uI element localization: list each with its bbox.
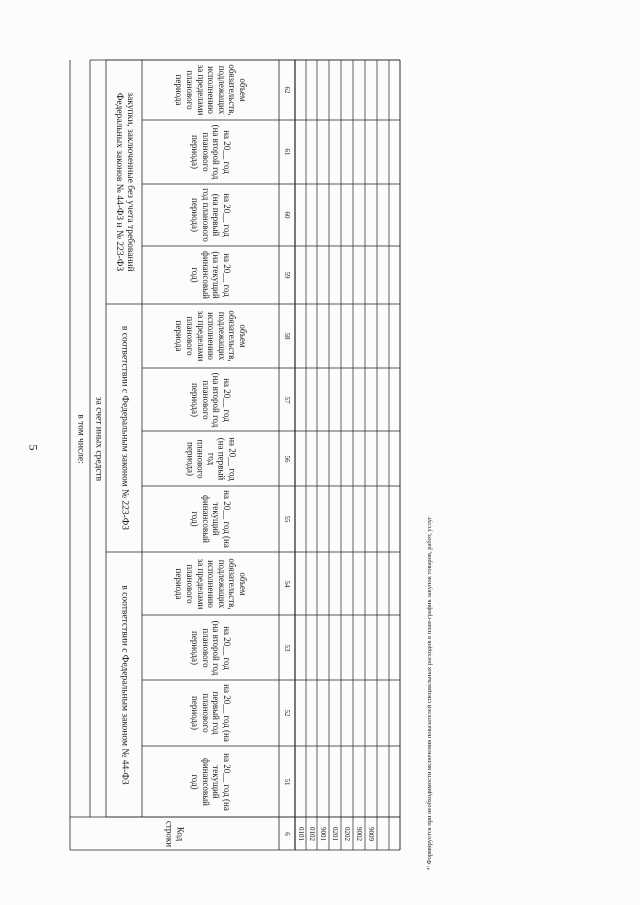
column-header: на 20__ год (на первый год планового периода) — [189, 684, 232, 742]
column-number: 51 — [283, 778, 292, 785]
row-code: 0202 — [343, 826, 352, 841]
column-number: 61 — [283, 148, 292, 156]
column-header: на 20__ год (на текущий финансовый год) — [189, 490, 232, 548]
column-number: 62 — [283, 86, 292, 94]
column-header: объем обязательств, подлежащих исполнению за пределами планового периода — [173, 310, 248, 362]
column-number: 54 — [283, 580, 292, 587]
column-header: на 20__ год (на второй год планового периода) — [189, 620, 232, 675]
column-number: 6 — [283, 831, 292, 836]
code-header: Код строки — [164, 820, 186, 847]
row-code: 9009 — [367, 826, 376, 841]
column-number: 59 — [283, 271, 292, 279]
column-number: 52 — [283, 709, 292, 717]
column-header: на 20__ год (на текущий финансовый год) — [189, 752, 232, 811]
other-funds-label: за счет иных средств — [93, 396, 104, 481]
section-header: закупки, заключенные без учета требований Федеральных законов № 44-ФЗ и № 223-ФЗ — [114, 92, 136, 272]
row-code: 0102 — [307, 826, 316, 841]
footnote: ⁴⁾ Формируется при необходимости включения показателей специальных расходов в план-график закупок товаров, работ, услуг — [426, 516, 433, 870]
in-total-label: в том числе: — [75, 413, 86, 464]
section-header: в соответствии с Федеральным законом № 223-ФЗ — [119, 325, 130, 531]
row-code: 0101 — [296, 826, 305, 841]
column-header: объем обязательств, подлежащих исполнению за пределами планового периода — [173, 557, 248, 610]
page-number: 5 — [26, 444, 41, 451]
column-header: на 20__ год (на второй год планового периода) — [189, 124, 232, 180]
column-number: 58 — [283, 332, 292, 340]
section-header: в соответствии с Федеральным законом № 44-ФЗ — [119, 584, 130, 785]
column-header: на 20__ год (на первый год планового периода) — [189, 188, 232, 242]
column-number: 57 — [283, 396, 292, 403]
column-number: 56 — [283, 455, 292, 462]
row-code: 9001 — [319, 826, 328, 841]
column-header: объем обязательств, подлежащих исполнению за пределами планового периода — [173, 64, 248, 116]
column-header: на 20__ год (на второй год планового периода) — [189, 372, 232, 427]
column-header: на 20__ год (на первый год планового периода) — [184, 436, 238, 481]
column-number: 60 — [283, 211, 292, 219]
column-number: 53 — [283, 644, 292, 651]
row-code: 9002 — [355, 826, 364, 841]
column-header: на 20__ год (на текущий финансовый год) — [189, 251, 232, 299]
column-number: 55 — [283, 515, 292, 523]
row-code: 0201 — [331, 826, 340, 841]
